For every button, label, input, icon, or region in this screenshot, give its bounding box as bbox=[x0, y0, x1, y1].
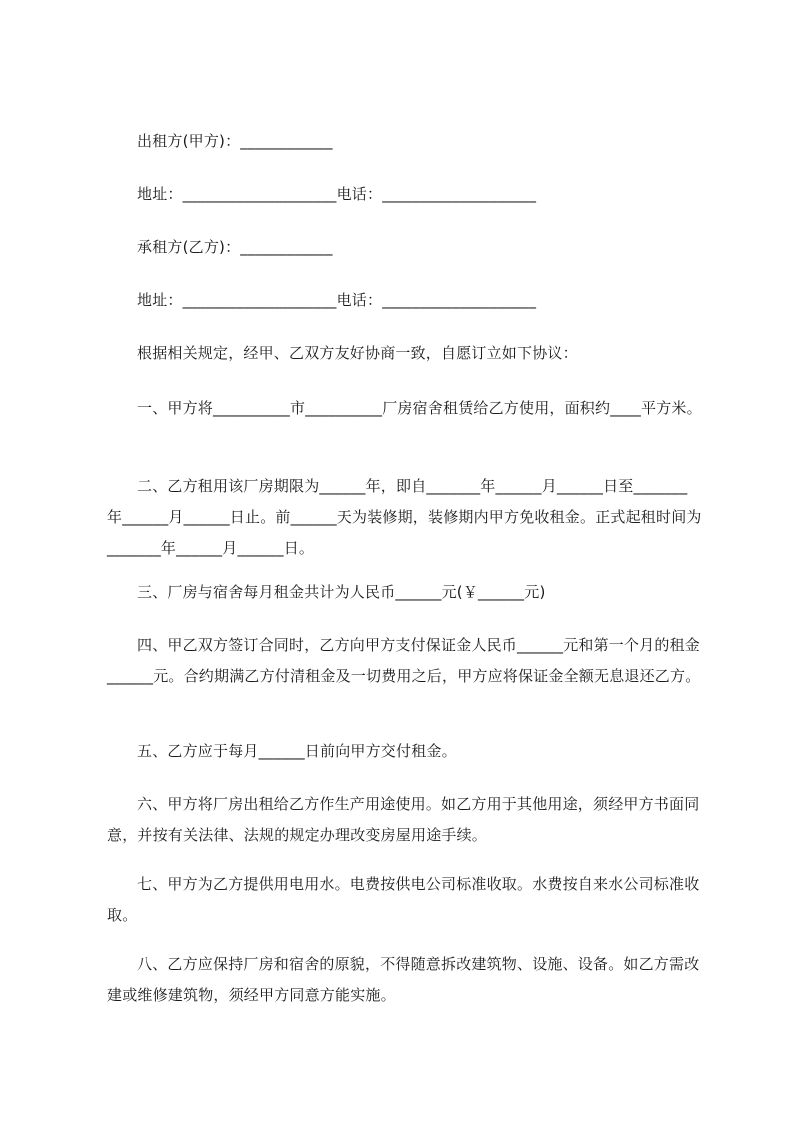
lessee-line: 承租方(乙方)：____________ bbox=[137, 238, 333, 256]
clause-7: 七、甲方为乙方提供用电用水。电费按供电公司标准收取。水费按自来水公司标准收取。 bbox=[107, 875, 700, 924]
preamble: 根据相关规定，经甲、乙双方友好协商一致，自愿订立如下协议： bbox=[137, 344, 578, 362]
clause-4: 四、甲乙双方签订合同时，乙方向甲方支付保证金人民币______元和第一个月的租金______元。合约期满乙方付清租金及一切费用之后，甲方应将保证金全额无息退还乙方。 bbox=[107, 636, 701, 685]
clause-3: 三、厂房与宿舍每月租金共计为人民币______元(￥______元) bbox=[137, 583, 546, 601]
clause-2: 二、乙方租用该厂房期限为______年，即自_______年______月______日至_______年______月______日止。前______天为装修期，装修期内甲方免收租金。正式起租时间为_______年______月______日。 bbox=[107, 477, 702, 557]
clause-5: 五、乙方应于每月______日前向甲方交付租金。 bbox=[137, 742, 457, 760]
lessor-line: 出租方(甲方)：____________ bbox=[137, 132, 333, 150]
lessor-address-phone: 地址：____________________电话：____________________ bbox=[137, 185, 537, 203]
clause-6: 六、甲方将厂房出租给乙方作生产用途使用。如乙方用于其他用途，须经甲方书面同意，并按有关法律、法规的规定办理改变房屋用途手续。 bbox=[107, 795, 700, 844]
lessee-address-phone: 地址：____________________电话：____________________ bbox=[137, 291, 537, 309]
clause-1: 一、甲方将__________市__________厂房宿舍租赁给乙方使用，面积约____平方米。 bbox=[137, 399, 702, 417]
clause-8: 八、乙方应保持厂房和宿舍的原貌，不得随意拆改建筑物、设施、设备。如乙方需改建或维修建筑物，须经甲方同意方能实施。 bbox=[107, 955, 700, 1004]
